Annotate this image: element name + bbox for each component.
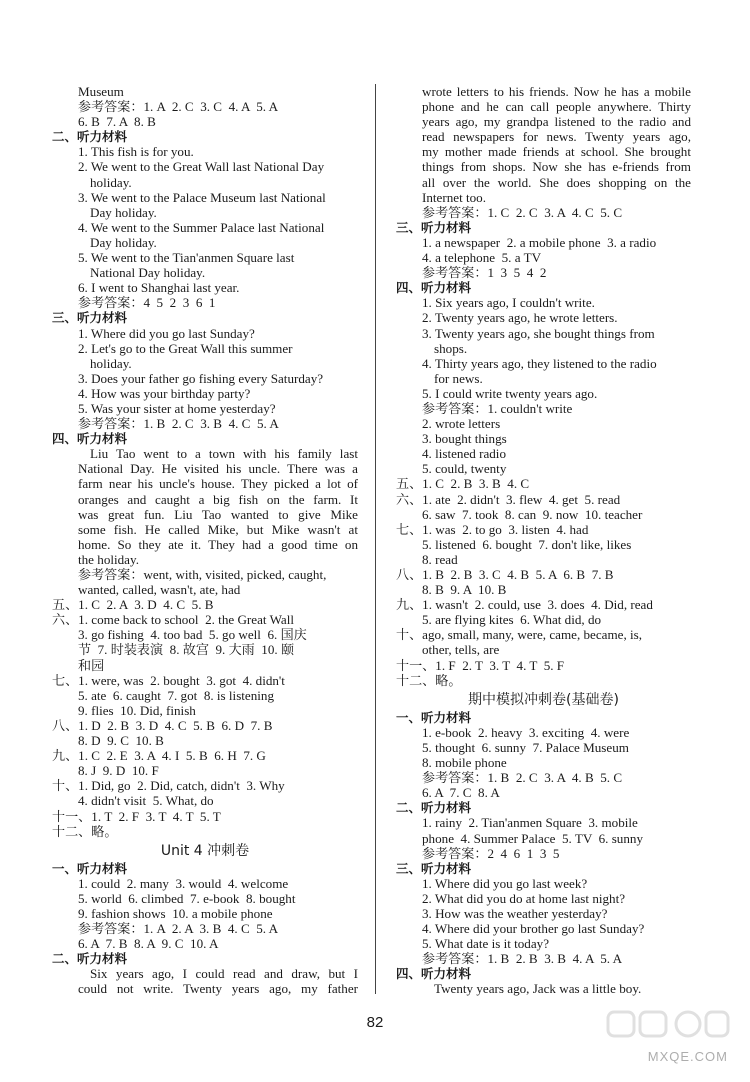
text-line: 6. saw 7. took 8. can 9. now 10. teacher [422,506,643,522]
text-line: years ago, my grandpa listened to the radio and [422,114,691,130]
text-line: 8. B 9. A 10. B [422,582,507,598]
text-line: National Day holiday. [90,265,206,281]
text-line: 4. Where did your brother go last Sunday? [422,921,645,937]
left-column [52,84,358,997]
section-heading: 三、听力材料 [396,860,472,876]
column-divider [375,84,376,994]
answer-key-line: 参考答案：1. couldn't write [422,400,573,416]
answer-key-line: 参考答案：1. A 2. A 3. B 4. C 5. A [78,921,279,937]
text-line: 5. thought 6. sunny 7. Palace Museum [422,739,629,755]
answer-key-line: 参考答案：1 3 5 4 2 [422,265,547,281]
text-line: 8. J 9. D 10. F [78,763,159,779]
text-line: 1. Where did you go last Sunday? [78,325,255,341]
text-line: 六、1. ate 2. didn't 3. flew 4. get 5. read [396,491,621,507]
answer-key-line: 参考答案：4 5 2 3 6 1 [78,295,216,311]
text-line: 5. listened 6. bought 7. don't like, likes [422,536,632,552]
answer-key-line: 参考答案：1. C 2. C 3. A 4. C 5. C [422,204,623,220]
text-line: 十、1. Did, go 2. Did, catch, didn't 3. Why [52,778,285,794]
text-line: Internet too. [422,189,486,205]
text-line: holiday. [90,355,132,371]
text-line: 5. world 6. climbed 7. e-book 8. bought [78,890,296,906]
text-line: 3. bought things [422,431,507,447]
text-line: 1. Six years ago, I couldn't write. [422,295,595,311]
section-heading: 二、听力材料 [396,800,472,816]
text-line: 3. How was the weather yesterday? [422,905,608,921]
text-line: 6. B 7. A 8. B [78,114,156,130]
text-line: phone and he can call people anywhere. Thirty [422,99,691,115]
text-line: 十二、略。 [52,823,118,839]
text-line: could not write. Twenty years ago, my father [78,981,358,997]
text-line: 5. Was your sister at home yesterday? [78,400,276,416]
text-line: 和园 [78,657,105,673]
text-line: shops. [434,340,468,356]
answer-key-line: 参考答案：went, with, visited, picked, caught, [78,567,327,582]
section-heading: 四、听力材料 [396,966,472,982]
text-line: 1. a newspaper 2. a mobile phone 3. a radio [422,234,657,250]
text-line: home. So they ate it. They had a good time on [78,536,358,552]
test-title: 期中模拟冲刺卷(基础卷) [468,691,619,708]
text-line: 1. could 2. many 3. would 4. welcome [78,875,289,891]
section-heading: 二、听力材料 [52,129,128,145]
watermark-text: MXQE.COM [647,1049,728,1064]
text-line: holiday. [90,174,132,190]
text-line: wrote letters to his friends. Now he has a mobile [422,84,691,99]
text-line: 六、1. come back to school 2. the Great Wall [52,612,294,628]
page-number: 82 [366,1014,384,1031]
text-line: 八、1. D 2. B 3. D 4. C 5. B 6. D 7. B [52,717,273,733]
answer-key-line: 参考答案：2 4 6 1 3 5 [422,845,560,861]
text-line: 1. rainy 2. Tian'anmen Square 3. mobile [422,815,638,831]
text-line: things from shops. Now she has e-friends from [422,159,691,175]
section-heading: 二、听力材料 [52,951,128,967]
text-line: 5. are flying kites 6. What did, do [422,612,602,628]
text-line: 十二、略。 [396,672,462,688]
text-line: Day holiday. [90,234,157,250]
text-line: 9. flies 10. Did, finish [78,702,196,718]
text-line: 9. fashion shows 10. a mobile phone [78,905,273,921]
text-line: 5. What date is it today? [422,936,550,952]
text-line: 1. This fish is for you. [78,144,194,160]
text-line: 十一、1. T 2. F 3. T 4. T 5. T [52,808,221,824]
text-line: 八、1. B 2. B 3. C 4. B 5. A 6. B 7. B [396,567,614,582]
answer-key-line: 参考答案：1. B 2. C 3. B 4. C 5. A [78,416,279,432]
section-heading: 一、听力材料 [396,709,472,725]
text-line: 6. A 7. B 8. A 9. C 10. A [78,936,219,952]
test-title: Unit 4 冲刺卷 [160,842,250,859]
text-line: Six years ago, I could read and draw, but I [90,966,358,982]
text-line: 8. mobile phone [422,755,507,771]
text-line: all over the world. She does shopping on the [422,174,691,190]
text-line: 2. Twenty years ago, he wrote letters. [422,310,618,326]
text-line: 4. a telephone 5. a TV [422,250,542,266]
text-line: 4. Thirty years ago, they listened to the radio [422,355,657,371]
answer-key-line: 参考答案：1. A 2. C 3. C 4. A 5. A [78,99,279,115]
text-line: 五、1. C 2. A 3. D 4. C 5. B [52,597,214,613]
text-line: the holiday. [78,551,139,567]
text-line: 七、1. were, was 2. bought 3. got 4. didn't [52,672,285,688]
text-line: 七、1. was 2. to go 3. listen 4. had [396,521,589,537]
section-heading: 四、听力材料 [52,431,128,447]
answer-key-line: 参考答案：1. B 2. B 3. B 4. A 5. A [422,951,623,967]
text-line: 5. I could write twenty years ago. [422,385,598,401]
text-line: 五、1. C 2. B 3. B 4. C [396,476,530,492]
text-line: 十一、1. F 2. T 3. T 4. T 5. F [396,657,565,673]
text-line: 3. Does your father go fishing every Saturday? [78,370,324,386]
text-line: 1. e-book 2. heavy 3. exciting 4. were [422,724,630,740]
text-line: wanted, called, wasn't, ate, had [78,582,241,598]
section-heading: 一、听力材料 [52,860,128,876]
text-line: 5. We went to the Tian'anmen Square last [78,250,295,266]
text-line: 节 7. 时装表演 8. 故宫 9. 大雨 10. 颐 [78,642,295,658]
text-line: 4. listened radio [422,446,506,462]
text-line: 2. Let's go to the Great Wall this summer [78,340,293,356]
text-line: my mother made friends at school. She brought [422,144,691,160]
text-line: 8. D 9. C 10. B [78,733,164,749]
text-line: 4. didn't visit 5. What, do [78,793,214,809]
text-line: Day holiday. [90,204,157,220]
text-line: 4. We went to the Summer Palace last National [78,219,325,235]
section-heading: 三、听力材料 [396,219,472,235]
text-line: 6. I went to Shanghai last year. [78,280,240,296]
text-line: 3. go fishing 4. too bad 5. go well 6. 国庆 [78,627,307,643]
answer-key-line: 参考答案：1. B 2. C 3. A 4. B 5. C [422,770,623,786]
text-line: 5. ate 6. caught 7. got 8. is listening [78,687,275,703]
text-line: 2. We went to the Great Wall last National Day [78,159,325,175]
text-line: 3. Twenty years ago, she bought things from [422,325,655,341]
text-line: 十、ago, small, many, were, came, became, is, [396,627,643,643]
text-line: oranges and caught a big fish on the farm. It [78,491,358,507]
text-line: National Day. He visited his uncle. There was a [78,461,358,477]
text-line: 3. We went to the Palace Museum last National [78,189,326,205]
text-line: 2. wrote letters [422,416,501,432]
text-line: 1. Where did you go last week? [422,875,588,891]
text-line: read newspapers for news. Twenty years ago, [422,129,691,145]
section-heading: 四、听力材料 [396,280,472,296]
text-line: other, tells, are [422,642,500,658]
section-heading: 三、听力材料 [52,310,128,326]
text-line: Liu Tao went to a town with his family last [90,446,358,462]
text-line: 4. How was your birthday party? [78,385,251,401]
text-line: phone 4. Summer Palace 5. TV 6. sunny [422,830,643,846]
text-line: was great fun. Liu Tao wanted to give Mike [78,506,358,522]
text-line: Museum [78,84,124,99]
text-line: 6. A 7. C 8. A [422,785,500,801]
text-line: 九、1. wasn't 2. could, use 3. does 4. Did, read [396,597,653,613]
text-line: 2. What did you do at home last night? [422,890,626,906]
right-column [396,84,691,997]
text-line: 九、1. C 2. E 3. A 4. I 5. B 6. H 7. G [52,748,266,764]
text-line: Twenty years ago, Jack was a little boy. [434,981,642,997]
text-line: 5. could, twenty [422,461,507,477]
text-line: for news. [434,370,483,386]
text-line: farm near his uncle's house. They picked a lot of [78,476,358,492]
text-line: some fish. He called Mike, but Mike wasn't at [78,521,358,537]
text-line: 8. read [422,551,458,567]
